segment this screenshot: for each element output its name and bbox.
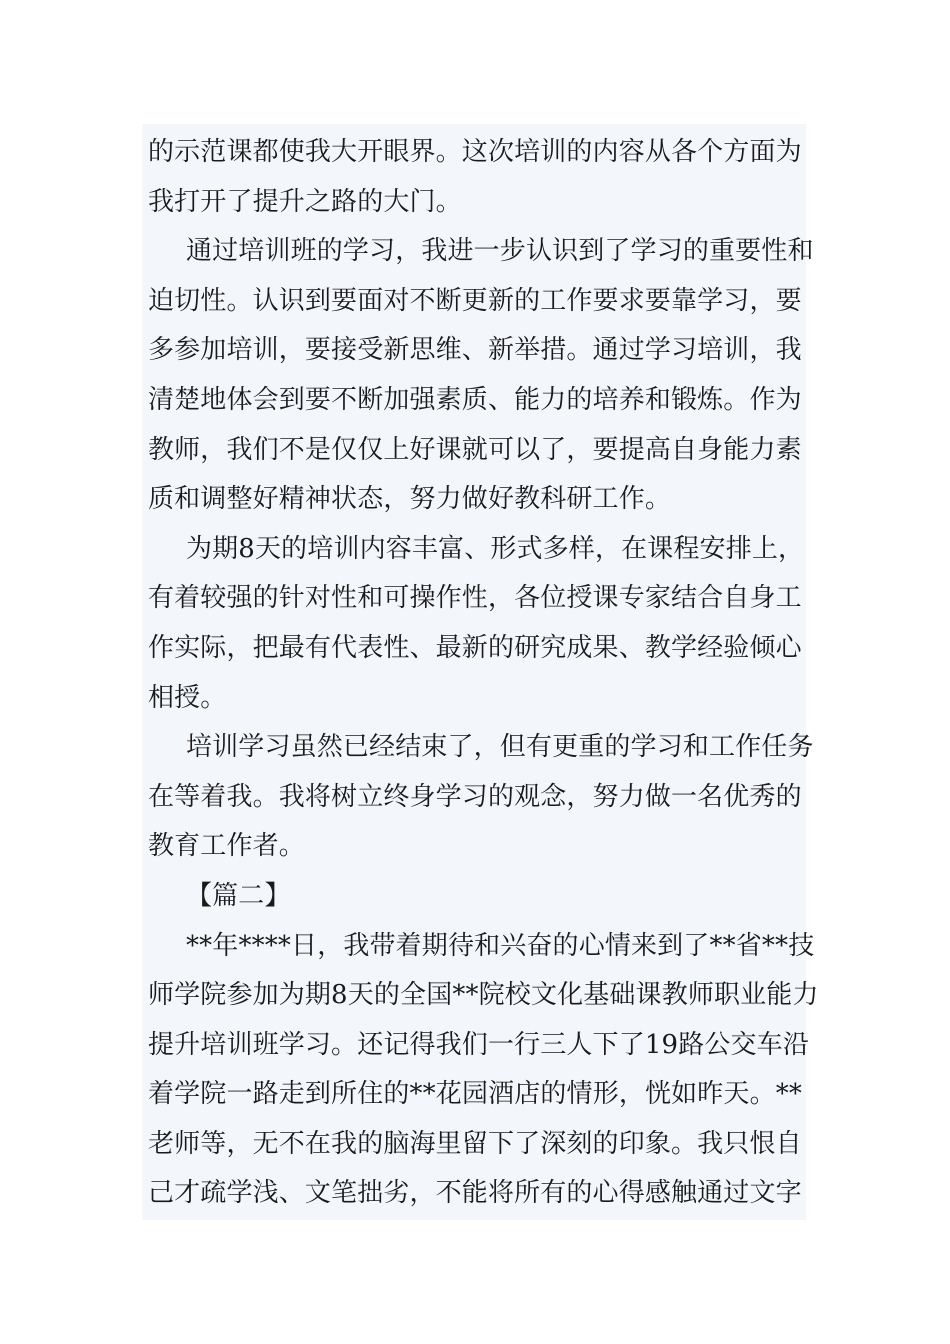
text-line: 在等着我。我将树立终身学习的观念，努力做一名优秀的 <box>148 781 802 812</box>
text-line: 着学院一路走到所住的**花园酒店的情形，恍如昨天。** <box>148 1079 803 1110</box>
text-line: 相授。 <box>148 682 227 713</box>
text-line: 师学院参加为期8天的全国**院校文化基础课教师职业能力 <box>148 980 819 1011</box>
text-line: 有着较强的针对性和可操作性，各位授课专家结合自身工 <box>148 583 802 614</box>
text-line: 清楚地体会到要不断加强素质、能力的培养和锻炼。作为 <box>148 384 802 415</box>
text-line: 老师等，无不在我的脑海里留下了深刻的印象。我只恨自 <box>148 1128 802 1159</box>
document-text-block <box>142 124 819 1220</box>
text-line: **年****日，我带着期待和兴奋的心情来到了**省**技 <box>186 930 815 961</box>
text-line: 我打开了提升之路的大门。 <box>148 186 462 217</box>
text-line: 通过培训班的学习，我进一步认识到了学习的重要性和 <box>186 236 814 267</box>
text-line: 教师，我们不是仅仅上好课就可以了，要提高自身能力素 <box>148 434 802 465</box>
text-line: 为期8天的培训内容丰富、形式多样，在课程安排上， <box>186 533 805 564</box>
text-line: 迫切性。认识到要面对不断更新的工作要求要靠学习，要 <box>148 285 802 316</box>
text-line: 质和调整好精神状态，努力做好教科研工作。 <box>148 484 672 515</box>
text-line: 培训学习虽然已经结束了，但有更重的学习和工作任务 <box>186 732 814 763</box>
text-line: 的示范课都使我大开眼界。这次培训的内容从各个方面为 <box>148 137 802 167</box>
text-line: 【篇二】 <box>186 880 291 911</box>
text-line: 教育工作者。 <box>148 831 305 862</box>
text-line: 己才疏学浅、文笔拙劣，不能将所有的心得感触通过文字 <box>148 1178 802 1209</box>
text-line: 多参加培训，要接受新思维、新举措。通过学习培训，我 <box>148 335 802 366</box>
text-line: 提升培训班学习。还记得我们一行三人下了19路公交车沿 <box>148 1029 809 1060</box>
text-line: 作实际，把最有代表性、最新的研究成果、教学经验倾心 <box>148 632 802 663</box>
